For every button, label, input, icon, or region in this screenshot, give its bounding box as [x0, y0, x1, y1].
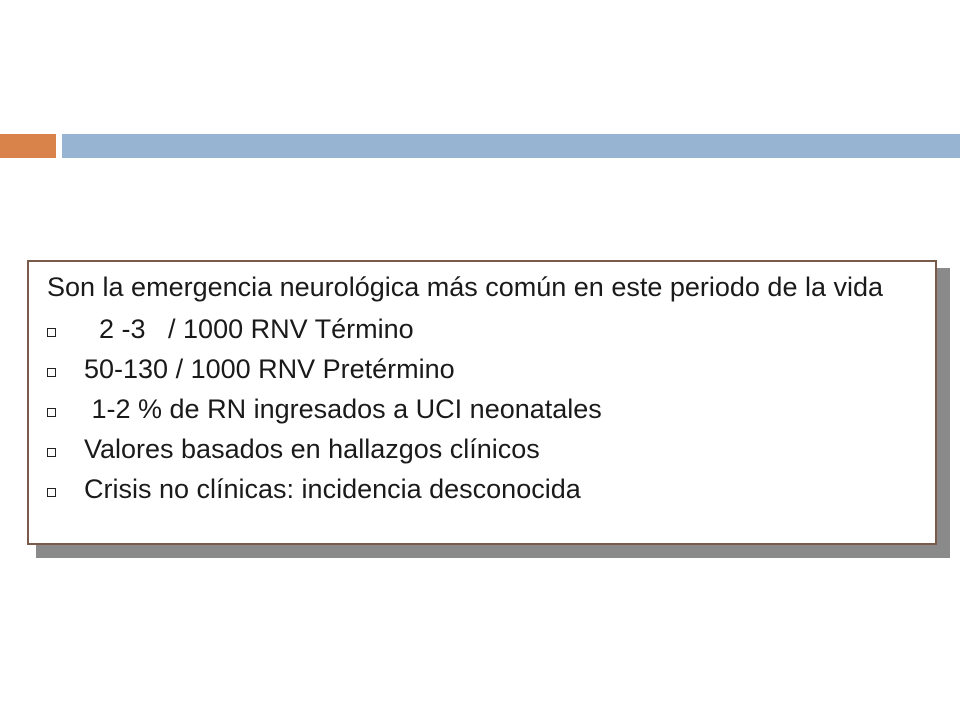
square-bullet-icon: [47, 488, 56, 497]
list-item: [47, 349, 917, 389]
list-item: [47, 469, 917, 509]
list-item-text: Crisis no clínicas: incidencia desconocida: [84, 473, 581, 504]
intro-text: Son la emergencia neurológica más común en este periodo de la vida: [47, 272, 884, 302]
content-box: [27, 260, 937, 545]
list-item: [47, 309, 917, 349]
list-item: [47, 389, 917, 429]
header-accent-orange: [0, 134, 56, 158]
square-bullet-icon: [47, 448, 56, 457]
list-item-text: 50-130 / 1000 RNV Pretérmino: [84, 353, 455, 384]
list-item: [47, 429, 917, 469]
square-bullet-icon: [47, 368, 56, 377]
list-item-text: 1-2 % de RN ingresados a UCI neonatales: [84, 393, 602, 424]
square-bullet-icon: [47, 328, 56, 337]
header-accent-blue: [62, 134, 960, 158]
list-item-text: Valores basados en hallazgos clínicos: [84, 433, 540, 464]
list-item-text: 2 -3 / 1000 RNV Término: [84, 313, 414, 344]
bullet-list: [47, 309, 917, 509]
square-bullet-icon: [47, 408, 56, 417]
